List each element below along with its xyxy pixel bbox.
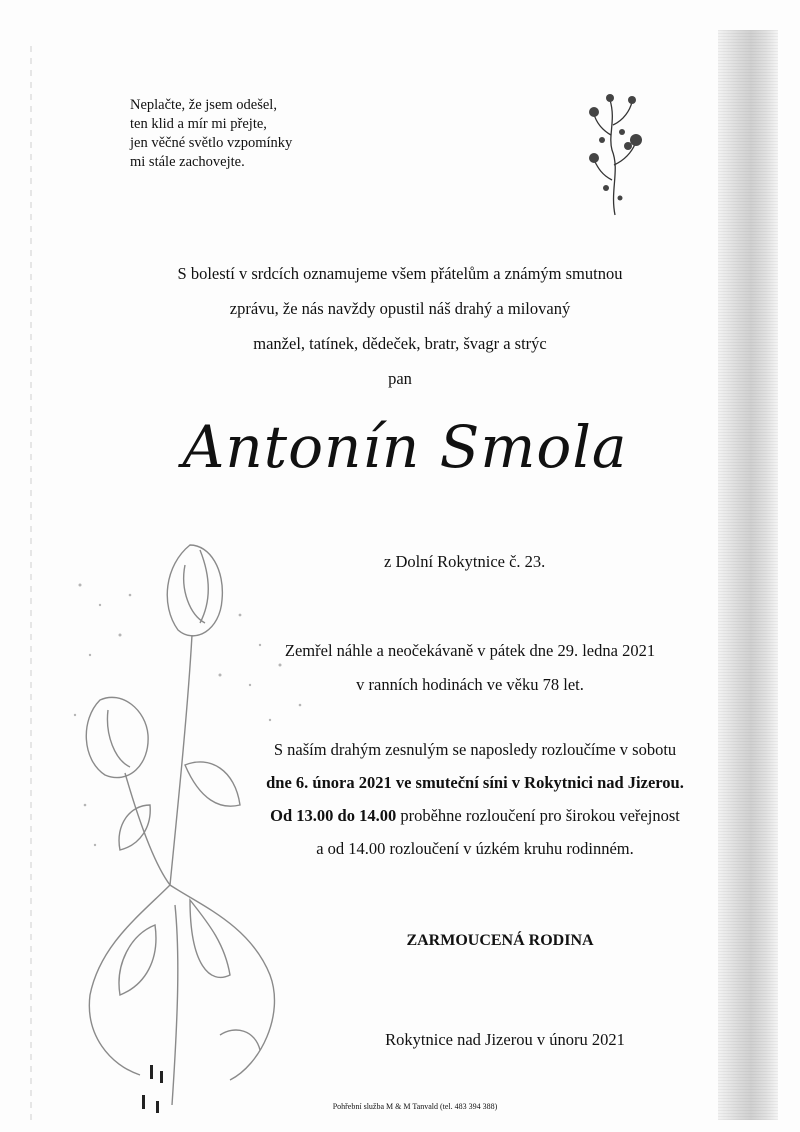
death-notice	[230, 634, 710, 702]
deceased-address: z Dolní Rokytnice č. 23.	[384, 552, 546, 571]
scan-edge-left	[30, 40, 32, 1120]
poem	[130, 96, 292, 172]
place-and-date: Rokytnice nad Jizerou v únoru 2021	[385, 1030, 625, 1049]
ceremony-line-4: a od 14.00 rozloučení v úzkém kruhu rodinném.	[316, 839, 634, 858]
poem-line: ten klid a mír mi přejte,	[130, 116, 267, 132]
announcement-line: zprávu, že nás navždy opustil náš drahý a milovaný	[229, 299, 571, 318]
funeral-service-footer: Pohřební služba M & M Tanvald (tel. 483 394 388)	[332, 1102, 498, 1111]
ceremony-line-3	[220, 799, 730, 832]
deceased-name: Antonín Smola	[182, 413, 628, 481]
ceremony-time: Od 13.00 do 14.00	[270, 806, 397, 825]
poem-line: jen věčné světlo vzpomínky	[130, 135, 293, 151]
ceremony-date-place: dne 6. února 2021 ve smuteční síni v Rokytnici nad Jizerou.	[266, 773, 684, 792]
gray-side-strip	[718, 30, 778, 1120]
poem-line: mi stále zachovejte.	[130, 154, 245, 170]
ceremony-line-2	[220, 766, 730, 799]
death-line-2: v ranních hodinách ve věku 78 let.	[356, 675, 584, 694]
announcement-line: manžel, tatínek, dědeček, bratr, švagr a strýc	[253, 334, 547, 353]
ceremony-line-1: S naším drahým zesnulým se naposledy rozloučíme v sobotu	[273, 740, 677, 759]
ceremony-notice	[220, 733, 730, 865]
flower-sprig-icon	[580, 80, 650, 220]
ceremony-public-text: proběhne rozloučení pro širokou veřejnost	[396, 806, 680, 825]
death-line-1: Zemřel náhle a neočekávaně v pátek dne 29. ledna 2021	[284, 641, 656, 660]
poem-line: Neplačte, že jsem odešel,	[130, 97, 277, 113]
announcement-line: pan	[388, 369, 412, 388]
announcement	[110, 256, 690, 396]
announcement-line: S bolestí v srdcích oznamujeme všem přátelům a známým smutnou	[177, 264, 623, 283]
family-signature: ZARMOUCENÁ RODINA	[406, 932, 594, 949]
